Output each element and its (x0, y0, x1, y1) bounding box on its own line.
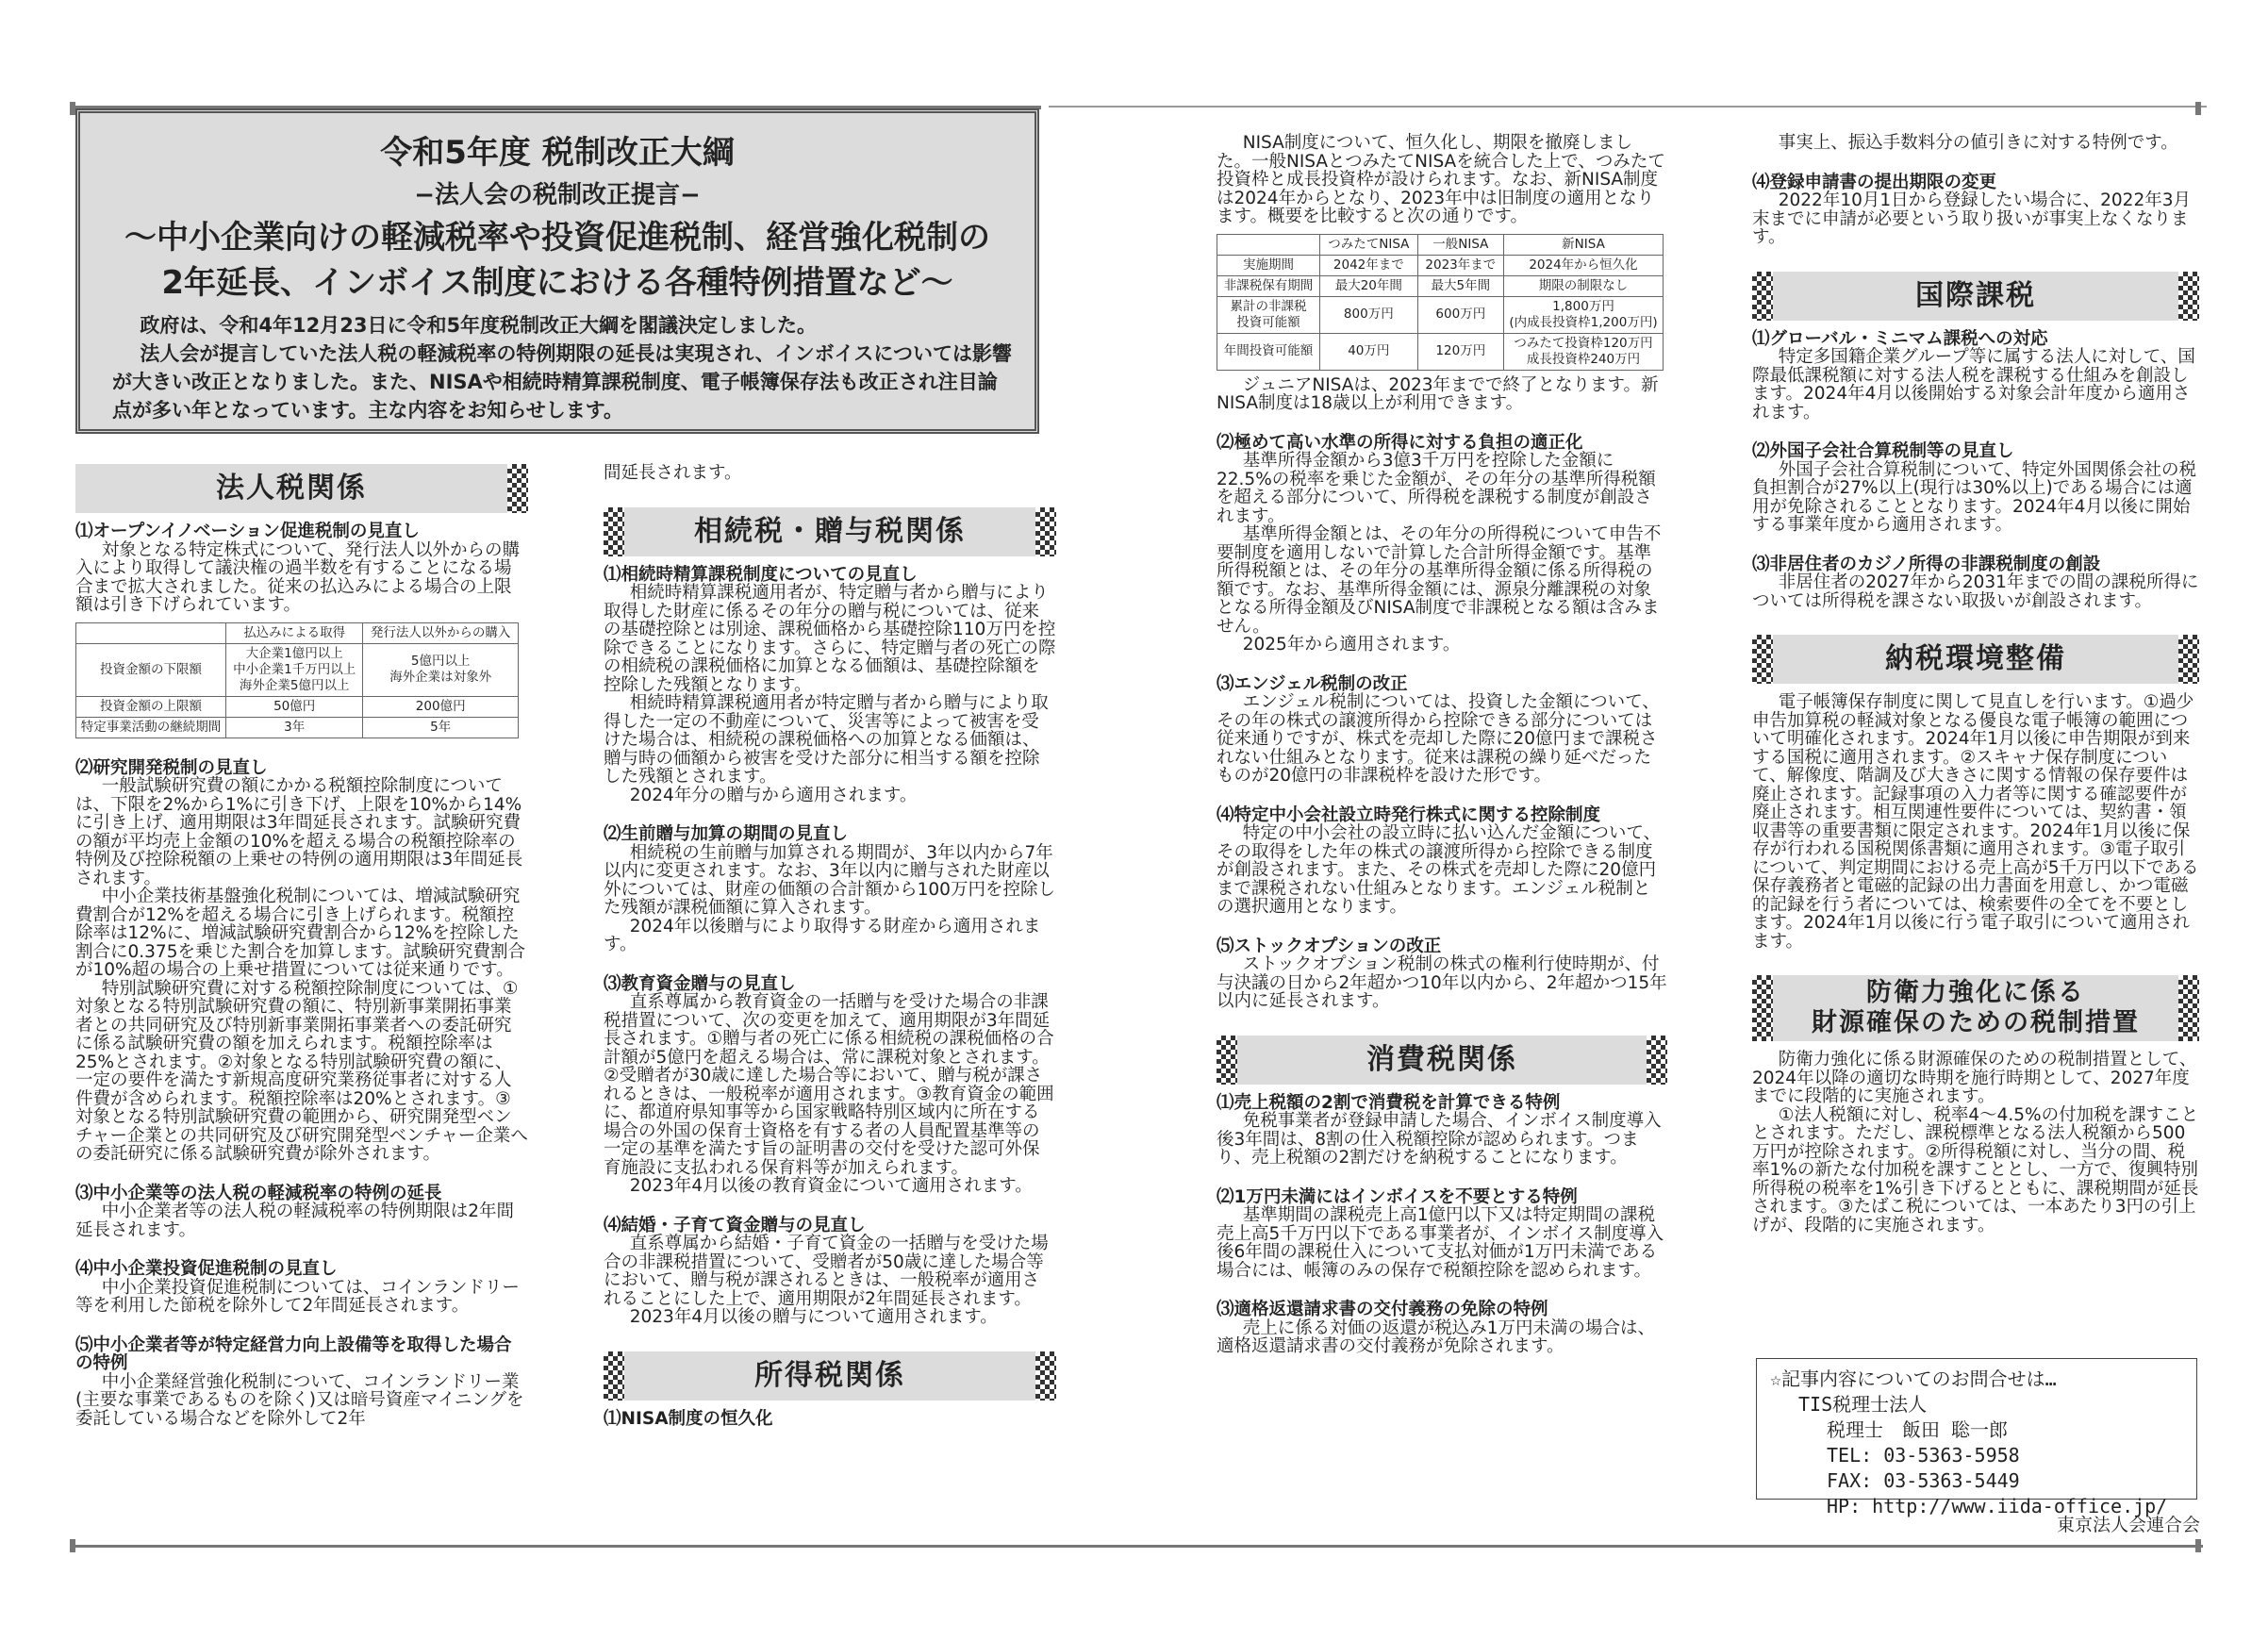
checker-pattern (1752, 635, 1773, 684)
section-header-international: 国際課税 (1752, 272, 2199, 321)
heading-two-tenths: ⑴売上税額の2割で消費税を計算できる特例 (1217, 1092, 1561, 1113)
publisher: 東京法人会連合会 (2056, 1515, 2200, 1535)
heading-sme-equipment: ⑸中小企業者等が特定経営力向上設備等を取得した場合の特例 (75, 1334, 512, 1373)
checker-pattern (507, 464, 528, 513)
bottom-rule-end-left (70, 1539, 75, 1552)
headline-banner (75, 108, 1039, 434)
checker-pattern (2178, 272, 2199, 321)
page-title: 令和5年度 税制改正大綱 (380, 134, 735, 172)
checker-pattern (604, 507, 624, 556)
page-subtitle: −法人会の税制改正提言− (414, 181, 701, 209)
heading-casino: ⑶非居住者のカジノ所得の非課税制度の創設 (1752, 554, 2101, 574)
heading-education-gift: ⑶教育資金贈与の見直し (604, 973, 796, 994)
checker-pattern (1752, 272, 1773, 321)
heading-global-minimum: ⑴グローバル・ミニマム課税への対応 (1752, 328, 2048, 349)
section-header-consumption-tax: 消費税関係 (1217, 1036, 1667, 1085)
checker-pattern (1035, 1351, 1056, 1401)
heading-marriage-gift: ⑷結婚・子育て資金贈与の見直し (604, 1215, 866, 1235)
heading-lifetime-gift: ⑵生前贈与加算の期間の見直し (604, 824, 849, 844)
heading-startup-shares: ⑷特定中小会社設立時発行株式に関する控除制度 (1217, 804, 1601, 825)
checker-pattern (2178, 975, 2199, 1041)
checker-pattern (1647, 1036, 1667, 1085)
checker-pattern (604, 1351, 624, 1401)
checker-pattern (2178, 635, 2199, 684)
heading-settlement-tax: ⑴相続時精算課税制度についての見直し (604, 564, 918, 585)
heading-angel-tax: ⑶エンジェル税制の改正 (1217, 673, 1408, 694)
top-rule-end-right (2195, 102, 2201, 115)
checker-pattern (1035, 507, 1056, 556)
heading-open-innovation: ⑴オープンイノベーション促進税制の見直し (75, 522, 420, 541)
column-income-tax: NISA制度について、恒久化し、期限を撤廃しました。一般NISAとつみたてNISAを統合した上で、つみたて投資枠と成長投資枠が設けられます。なお、新NISA制度は2024年からとなり、2023年中は旧制度の適用となります。概要を比較すると次の通りです。 つみたてNISA 一般NISA 新NISA 実施期間 2042年まで 2023年まで 2024年から恒久化 非課税保有期間 最大20年間 最大5年間 期限の制限なし 累計の非課税 投資可能額 800万円 600万円 1,800万円 (内成長投資枠1,200万円) 年間投資可能額 40万円 120万円 つみたて投資枠120万円 成長投資枠240万円 ジュニアNISAは、2023年までで終了となります。新NISA制度は18歳以上が利用できます。 ⑵極めて高い水準の所得に対する負担の適正化 基準所得金額から3億3千万円を控除した金額に22.5%の税率を乗じた金額が、その年分の基準所得税額を超える部分について、所得税を課税する制度が創設されます。 基準所得金額とは、その年分の所得税について申告不要制度を適用しないで計算した合計所得金額です。基準所得税額とは、その年分の基準所得金額に係る所得税の額です。なお、基準所得金額には、源泉分離課税の対象となる所得金額及びNISA制度で非課税となる額は含みません。 2025年から適用されます。 ⑶エンジェル税制の改正 エンジェル税制については、投資した金額について、その年の株式の譲渡所得から控除できる部分については従来通りですが、株式を売却した際に20億円まで課税されない仕組みとなります。従来は課税の繰り延べだったものが20億円の非課税枠を設けた形です。 ⑷特定中小会社設立時発行株式に関する控除制度 特定の中小会社の設立時に払い込んだ金額について、その取得をした年の株式の譲渡所得から控除できる制度が創設されます。また、その株式を売却した際に20億円まで課税されない仕組みとなります。エンジェル税制との選択適用となります。 ⑸ストックオプションの改正 ストックオプション税制の株式の権利行使時期が、付与決議の日から2年超かつ10年以内から、2年超かつ15年以内に延長されます。 消費税関係 ⑴売上税額の2割で消費税を計算できる特例 免税事業者が登録申請した場合、インボイス制度導入後3年間は、8割の仕入税額控除が認められます。つまり、売上税額の2割だけを納税することになります。 ⑵1万円未満にはインボイスを不要とする特例 基準期間の課税売上高1億円以下又は特定期間の課税売上高5千万円以下である事業者が、インボイス制度導入後6年間の課税仕入について支払対価が1万円未満である場合には、帳簿のみの保存で税額控除を認められます。 ⑶適格返還請求書の交付義務の免除の特例 売上に係る対価の返還が税込み1万円未満の場合は、適格返還請求書の交付義務が免除されます。 (1217, 133, 1667, 1356)
heading-under-10000: ⑵1万円未満にはインボイスを不要とする特例 (1217, 1186, 1578, 1207)
heading-sme-investment: ⑷中小企業投資促進税制の見直し (75, 1259, 338, 1279)
section-header-inheritance-tax: 相続税・贈与税関係 (604, 507, 1056, 556)
section-header-defense: 防衛力強化に係る 財源確保のための税制措置 (1752, 975, 2199, 1041)
heading-sme-reduced-rate: ⑶中小企業等の法人税の軽減税率の特例の延長 (75, 1183, 442, 1203)
section-header-income-tax: 所得税関係 (604, 1351, 1056, 1401)
heading-high-income: ⑵極めて高い水準の所得に対する負担の適正化 (1217, 432, 1583, 453)
column-corporate-tax: 法人税関係 ⑴オープンイノベーション促進税制の見直し 対象となる特定株式について、発行法人以外からの購入により取得して議決権の過半数を有することになる場合まで拡大されました。従来の払込みによる場合の上限額は引き下げられています。 払込みによる取得 発行法人以外からの購入 投資金額の下限額 大企業1億円以上 中小企業1千万円以上 海外企業5億円以上 5億円以上 海外企業は対象外 投資金額の上限額 50億円 200億円 特定事業活動の継続期間 3年 5年 ⑵研究開発税制の見直し 一般試験研究費の額にかかる税額控除制度については、下限を2%から1%に引き下げ、上限を10%から14%に引き上げ、適用期限は3年間延長されます。試験研究費の額が平均売上金額の10%を超える場合の税額控除率の特例及び控除税額の上乗せの特例の適用期限は3年間延長されます。 中小企業技術基盤強化税制については、増減試験研究費割合が12%を超える場合に引き上げられます。税額控除率は12%に、増減試験研究費割合から12%を控除した割合に0.375を乗じた割合を加算します。試験研究費割合が10%超の場合の上乗せ措置については従来通りです。 特別試験研究費に対する税額控除制度については、①対象となる特別試験研究費の額に、特別新事業開拓事業者との共同研究及び特別新事業開拓事業者への委託研究に係る試験研究費の額を加えられます。税額控除率は25%とされます。②対象となる特別試験研究費の額に、一定の要件を満たす新規高度研究業務従事者に対する人件費が含められます。税額控除率は20%とされます。③対象となる特別試験研究費の範囲から、研究開発型ベンチャー企業との共同研究及び研究開発型ベンチャー企業への委託研究に係る試験研究費が除外されます。 ⑶中小企業等の法人税の軽減税率の特例の延長 中小企業者等の法人税の軽減税率の特例期限は2年間延長されます。 ⑷中小企業投資促進税制の見直し 中小企業投資促進税制については、コインランドリー等を利用した節税を除外して2年間延長されます。 ⑸中小企業者等が特定経営力向上設備等を取得した場合の特例 中小企業経営強化税制について、コインランドリー業(主要な事業であるものを除く)又は暗号資産マイニングを委託している場合などを除外して2年 (75, 464, 528, 1428)
heading-registration: ⑷登録申請書の提出期限の変更 (1752, 172, 1997, 192)
nisa-table: つみたてNISA 一般NISA 新NISA 実施期間 2042年まで 2023年まで 2024年から恒久化 非課税保有期間 最大20年間 最大5年間 期限の制限なし 累計の非課税 投資可能額 800万円 600万円 1,800万円 (内成長投資枠1,200万円) 年間投資可能額 40万円 120万円 つみたて投資枠120万円 成長投資枠240万円 (1217, 234, 1664, 371)
heading-nisa: ⑴NISA制度の恒久化 (604, 1408, 773, 1429)
column-international-tax: 事実上、振込手数料分の値引きに対する特例です。 ⑷登録申請書の提出期限の変更 2022年10月1日から登録したい場合に、2022年3月末までに申請が必要という取り扱いが事実上なくなります。 国際課税 ⑴グローバル・ミニマム課税への対応 特定多国籍企業グループ等に属する法人に対して、国際最低課税額に対する法人税を課税する仕組みを創設します。2024年4月以後開始する対象会計年度から適用されます。 ⑵外国子会社合算税制等の見直し 外国子会社合算税制について、特定外国関係会社の税負担割合が27%以上(現行は30%以上)である場合には適用が免除されることとなります。2024年4月以後に開始する事業年度から適用されます。 ⑶非居住者のカジノ所得の非課税制度の創設 非居住者の2027年から2031年までの間の課税所得については所得税を課さない取扱いが創設されます。 納税環境整備 電子帳簿保存制度に関して見直しを行います。①過少申告加算税の軽減対象となる優良な電子帳簿の範囲について明確化されます。2024年1月以後に申告期限が到来する国税に適用されます。②スキャナ保存制度について、解像度、階調及び大きさに関する情報の保存要件は廃止されます。記録事項の入力者等に関する確認要件が廃止されます。相互関連性要件については、契約書・領収書等の重要書類に限定されます。2024年1月以後に保存が行われる国税関係書類に適用されます。③電子取引について、判定期間における売上高が5千万円以下である保存義務者と電磁的記録の出力書面を用意し、かつ電磁的記録を行う者については、検索要件の全てを不要とします。2024年1月以後に行う電子取引について適用されます。 防衛力強化に係る 財源確保のための税制措置 防衛力強化に係る財源確保のための税制措置として、2024年以降の適切な時期を施行時期として、2027年度までに段階的に実施されます。 ①法人税額に対し、税率4〜4.5%の付加税を課すこととされます。ただし、課税標準となる法人税額から500万円が控除されます。②所得税額に対し、当分の間、税率1%の新たな付加税を課すこととし、一方で、復興特別所得税の税率を1%引き下げるとともに、課税期間が延長されます。③たばこ税については、一本あたり3円の引上げが、段階的に実施されます。 (1752, 133, 2199, 1235)
bottom-rule (70, 1545, 2203, 1548)
checker-pattern (1217, 1036, 1237, 1085)
innovation-table: 払込みによる取得 発行法人以外からの購入 投資金額の下限額 大企業1億円以上 中小企業1千万円以上 海外企業5億円以上 5億円以上 海外企業は対象外 投資金額の上限額 50億円 200億円 特定事業活動の継続期間 3年 5年 (75, 622, 519, 738)
bottom-rule-end-right (2195, 1539, 2201, 1552)
headline: 〜中小企業向けの軽減税率や投資促進税制、経営強化税制の 2年延長、インボイス制度における各種特例措置など〜 (124, 219, 990, 302)
top-rule-right (1049, 106, 2207, 108)
section-header-corporate-tax: 法人税関係 (75, 464, 528, 513)
heading-rd-tax: ⑵研究開発税制の見直し (75, 757, 268, 778)
checker-pattern (1752, 975, 1773, 1041)
contact-box: ☆記事内容についてのお問合せは… TIS税理士法人 税理士 飯田 聡一郎 TEL: 03-5363-5958 FAX: 03-5363-5449 HP: http://www.iida-office.jp/ (1756, 1358, 2197, 1500)
heading-stock-option: ⑸ストックオプションの改正 (1217, 936, 1442, 956)
section-header-tax-environment: 納税環境整備 (1752, 635, 2199, 684)
column-inheritance-tax: 間延長されます。 相続税・贈与税関係 ⑴相続時精算課税制度についての見直し 相続時精算課税適用者が、特定贈与者から贈与により取得した財産に係るその年分の贈与税については、従来の基礎控除とは別途、課税価格から基礎控除110万円を控除できることになります。さらに、特定贈与者の死亡の際の相続税の課税価格に加算となる価額は、基礎控除額を控除した残額となります。 相続時精算課税適用者が特定贈与者から贈与により取得した一定の不動産について、災害等によって被害を受けた場合は、相続税の課税価格への加算となる価額は、贈与時の価額から被害を受けた部分に相当する額を控除した残額とされます。 2024年分の贈与から適用されます。 ⑵生前贈与加算の期間の見直し 相続税の生前贈与加算される期間が、3年以内から7年以内に変更されます。なお、3年以内に贈与された財産以外については、財産の価額の合計額から100万円を控除した残額が課税価額に算入されます。 2024年以後贈与により取得する財産から適用されます。 ⑶教育資金贈与の見直し 直系尊属から教育資金の一括贈与を受けた場合の非課税措置について、次の変更を加えて、適用期限が3年間延長されます。①贈与者の死亡に係る相続税の課税価格の合計額が5億円を超える場合は、常に課税対象とされます。②受贈者が30歳に達した場合等において、贈与税が課されるときは、一般税率が適用されます。③教育資金の範囲に、都道府県知事等から国家戦略特別区域内に所在する場合の外国の保育士資格を有する者の人員配置基準等の一定の基準を満たす旨の証明書の交付を受けた認可外保育施設に支払われる保育料等が加えられます。 2023年4月以後の教育資金について適用されます。 ⑷結婚・子育て資金贈与の見直し 直系尊属から結婚・子育て資金の一括贈与を受けた場合の非課税措置について、受贈者が50歳に達した場合等において、贈与税が課されるときは、一般税率が適用されることにした上で、適用期限が2年間延長されます。 2023年4月以後の贈与について適用されます。 所得税関係 ⑴NISA制度の恒久化 (604, 463, 1056, 1429)
heading-cfc: ⑵外国子会社合算税制等の見直し (1752, 441, 2014, 461)
intro-text: 政府は、令和4年12月23日に令和5年度税制改正大綱を閣議決定しました。 法人会が提言していた法人税の軽減税率の特例期限の延長は実現され、インボイスについては影響が大きい改正となりました。また、NISAや相続時精算課税制度、電子帳簿保存法も改正され注目論点が多い年となっています。主な内容をお知らせします。 (112, 314, 1013, 422)
homepage-link[interactable]: HP: http://www.iida-office.jp/ (1827, 1495, 2168, 1517)
heading-return-invoice: ⑶適格返還請求書の交付義務の免除の特例 (1217, 1300, 1548, 1319)
